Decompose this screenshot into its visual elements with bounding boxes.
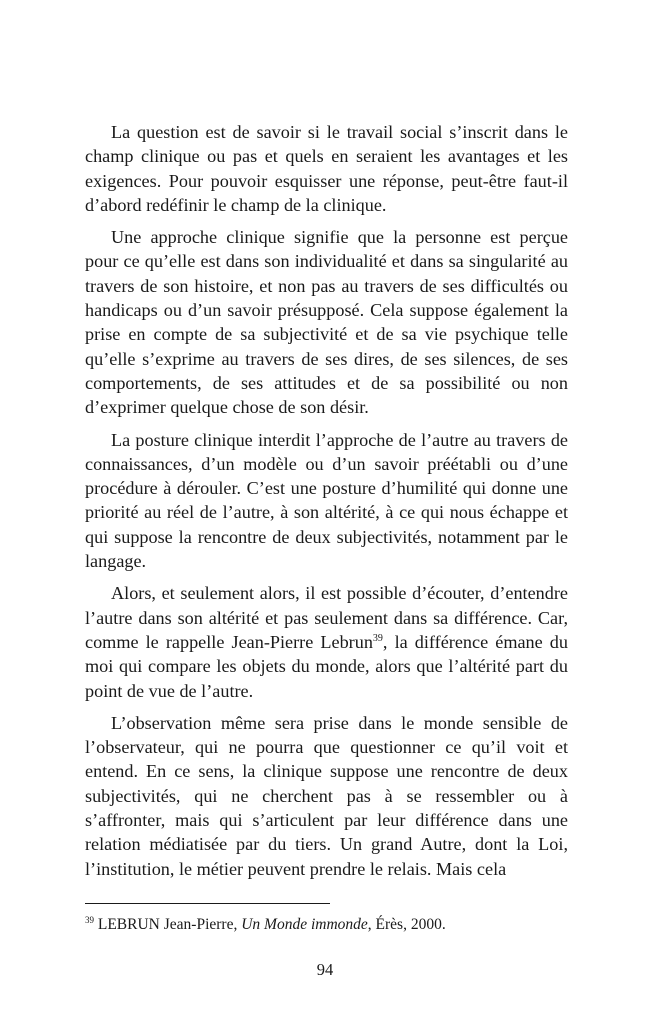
paragraph: Une approche clinique signifie que la personne est perçue pour ce qu’elle est dans son individualité et dans sa singularité au travers de son histoire, et non pas au travers de ses difficultés ou handicaps ou d’un savoir présupposé. Cela suppose également la prise en compte de sa subjectivité et de sa vie psychique telle qu’elle s’exprime au travers de ses dires, de ses silences, de ses comportements, de ses attitudes et de sa possibilité ou non d’exprimer quelque chose de son désir.	[85, 227, 568, 418]
paragraph: La posture clinique interdit l’approche de l’autre au travers de connaissances, d’un modèle ou d’un savoir préétabli ou d’une procédure à dérouler. C’est une posture d’humilité qui donne une priorité au réel de l’autre, à son altérité, à ce qui nous échappe et qui suppose la rencontre de deux subjectivités, notamment par le langage.	[85, 429, 568, 572]
paragraph: La question est de savoir si le travail social s’inscrit dans le champ clinique ou pas et quels en seraient les avantages et les exigences. Pour pouvoir esquisser une réponse, peut-être faut-il d’abord redéfinir le champ de la clinique.	[85, 122, 568, 215]
paragraph	[85, 581, 568, 702]
footnote-reference: 39	[372, 632, 383, 644]
page-body	[85, 120, 568, 881]
footnote	[85, 915, 568, 935]
footnote-author: LEBRUN Jean-Pierre,	[97, 916, 242, 933]
paragraph-text: , la différence émane du moi qui compare les objets du monde, alors que l’altérité part du point de vue de l’autre.	[85, 631, 568, 701]
paragraph: L’observation même sera prise dans le monde sensible de l’observateur, qui ne pourra que questionner ce qu’il voit et entend. En ce sens, la clinique suppose une rencontre de deux subjectivités, qui ne cherchent pas à se ressembler ou à s’affronter, mais qui s’articulent par leur différence dans une relation médiatisée par du tiers. Un grand Autre, dont la Loi, l’institution, le métier peuvent prendre le relais. Mais cela	[85, 712, 568, 879]
footnote-title: Un Monde immonde	[241, 916, 368, 933]
footnote-number: 39	[85, 914, 94, 925]
footnote-separator	[85, 903, 330, 904]
paragraph-text: Alors, et seulement alors, il est possible d’écouter, d’entendre l’autre dans son altérité et pas seulement dans sa différence. Car, comme le rappelle Jean-Pierre Lebrun	[85, 583, 568, 652]
page-number: 94	[316, 960, 334, 979]
footnote-publisher: , Érès, 2000.	[367, 916, 446, 933]
